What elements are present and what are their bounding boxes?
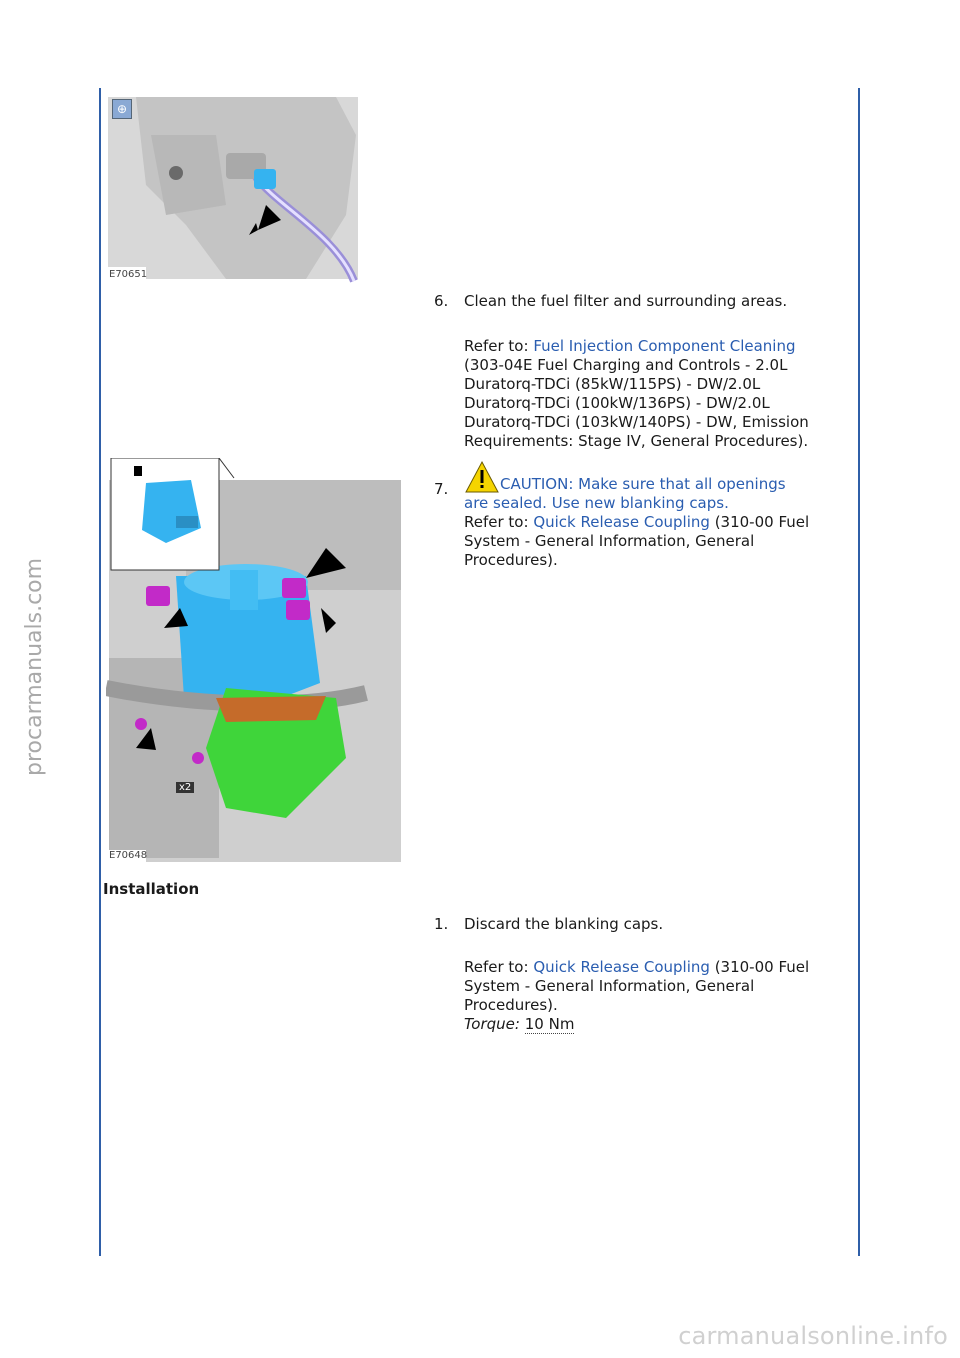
- section-heading: Installation: [103, 880, 200, 898]
- reference-tail: (310-00 Fuel: [709, 513, 810, 531]
- figure-e70648-illustration: [106, 458, 402, 864]
- reference-link[interactable]: Fuel Injection Component Cleaning: [533, 337, 796, 355]
- quantity-badge: x2: [176, 782, 194, 793]
- torque-value: 10 Nm: [524, 1015, 575, 1033]
- zoom-icon[interactable]: ⊕: [112, 99, 132, 119]
- caution-text: are sealed. Use new blanking caps.: [464, 494, 729, 512]
- torque-label: Torque:: [464, 1015, 520, 1033]
- reference-line: Procedures).: [464, 551, 558, 569]
- reference-link[interactable]: Quick Release Coupling: [533, 513, 710, 531]
- reference-line: Duratorq-TDCi (100kW/136PS) - DW/2.0L: [464, 394, 770, 412]
- side-watermark: procarmanuals.com: [22, 557, 47, 776]
- reference-tail: (310-00 Fuel: [709, 958, 810, 976]
- reference-line: Duratorq-TDCi (85kW/115PS) - DW/2.0L: [464, 375, 761, 393]
- caution-text: CAUTION: Make sure that all openings: [500, 475, 786, 493]
- figure-e70651: [106, 95, 362, 283]
- reference-line: Duratorq-TDCi (103kW/140PS) - DW, Emission: [464, 413, 809, 431]
- left-rule: [99, 88, 101, 1256]
- reference-line: Procedures).: [464, 996, 558, 1014]
- reference-line: System - General Information, General: [464, 977, 755, 995]
- refer-prefix: Refer to:: [464, 513, 534, 531]
- figure-e70651-illustration: [106, 95, 362, 283]
- right-rule: [858, 88, 860, 1256]
- figure-label: E70648: [109, 850, 148, 861]
- warning-icon: [464, 460, 500, 494]
- refer-prefix: Refer to:: [464, 337, 534, 355]
- refer-prefix: Refer to:: [464, 958, 534, 976]
- bottom-watermark: carmanualsonline.info: [678, 1322, 948, 1350]
- reference-line: (303-04E Fuel Charging and Controls - 2.0L: [464, 356, 788, 374]
- figure-label: E70651: [109, 269, 148, 280]
- step-reference: [464, 958, 844, 1034]
- reference-line: System - General Information, General: [464, 532, 755, 550]
- caution-block: [464, 460, 844, 570]
- reference-link[interactable]: Quick Release Coupling: [533, 958, 710, 976]
- step-number: 6.: [434, 292, 449, 310]
- step-number: 7.: [434, 480, 449, 498]
- step-text: Clean the fuel filter and surrounding areas.: [464, 292, 788, 310]
- step-text: Discard the blanking caps.: [464, 915, 664, 933]
- figure-e70648: [106, 458, 402, 864]
- step-reference: [464, 337, 844, 451]
- reference-line: Requirements: Stage IV, General Procedures).: [464, 432, 809, 450]
- step-number: 1.: [434, 915, 449, 933]
